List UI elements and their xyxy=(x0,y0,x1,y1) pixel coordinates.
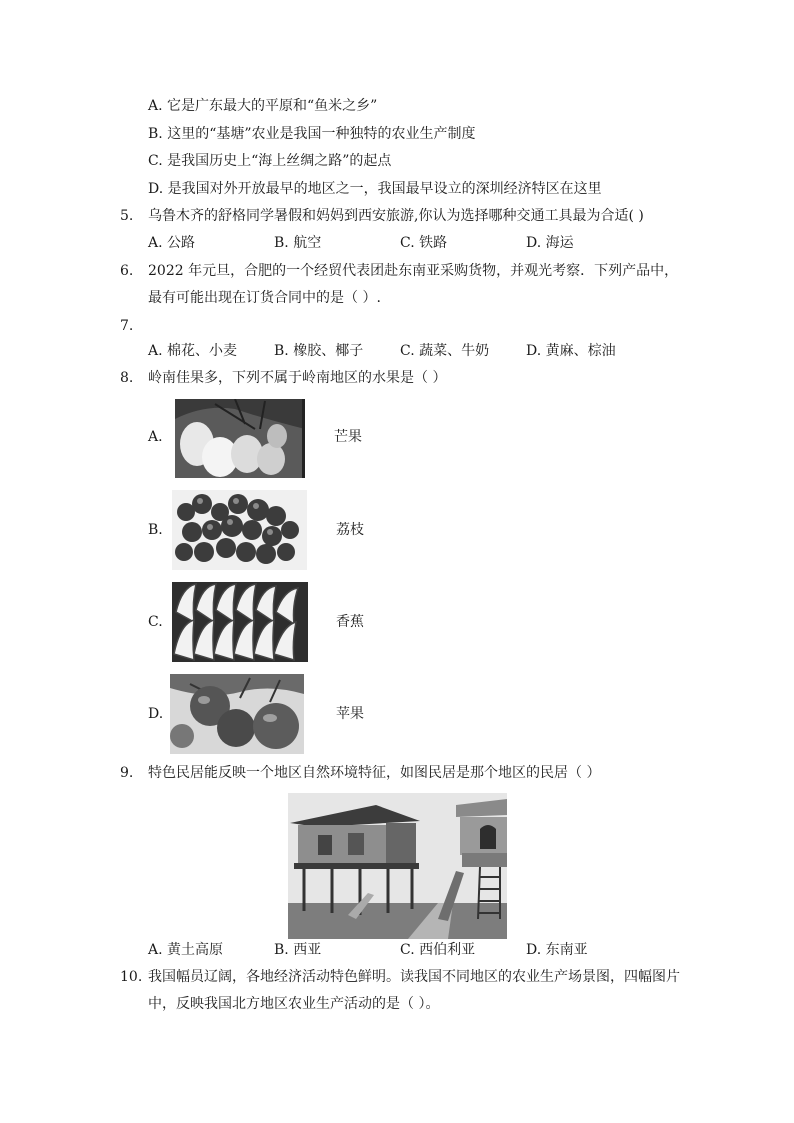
q8-option-b-name: 荔枝 xyxy=(336,522,364,538)
q7-option-a: A. 棉花、小麦 xyxy=(148,343,238,359)
q4-option-d: D. 是我国对外开放最早的地区之一，我国最早设立的深圳经济特区在这里 xyxy=(148,181,602,197)
q8-option-b-letter: B. xyxy=(148,522,163,538)
lychee-photo-icon xyxy=(172,490,307,570)
q5-option-b: B. 航空 xyxy=(274,235,322,251)
q10-stem-line2: 中，反映我国北方地区农业生产活动的是（ ）。 xyxy=(148,996,440,1012)
q8-stem: 岭南佳果多，下列不属于岭南地区的水果是（ ） xyxy=(148,370,447,386)
q8-option-d-name: 苹果 xyxy=(336,706,364,722)
q9-option-d: D. 东南亚 xyxy=(526,942,588,958)
q4-option-b: B. 这里的“基塘”农业是我国一种独特的农业生产制度 xyxy=(148,126,476,142)
q5-option-d: D. 海运 xyxy=(526,235,574,251)
q4-option-a: A. 它是广东最大的平原和“鱼米之乡” xyxy=(148,98,378,114)
q8-option-a-letter: A. xyxy=(148,429,163,445)
q5-number: 5. xyxy=(120,208,134,224)
mango-photo-icon xyxy=(175,399,305,478)
q5-stem: 乌鲁木齐的舒格同学暑假和妈妈到西安旅游,你认为选择哪种交通工具最为合适( ) xyxy=(148,208,644,224)
q7-number: 7. xyxy=(120,318,134,334)
q7-option-d: D. 黄麻、棕油 xyxy=(526,343,616,359)
q10-number: 10. xyxy=(120,969,143,985)
q9-option-b: B. 西亚 xyxy=(274,942,322,958)
q4-option-c: C. 是我国历史上“海上丝绸之路”的起点 xyxy=(148,153,392,169)
banana-photo-icon xyxy=(172,582,308,662)
q6-stem-line2: 最有可能出现在订货合同中的是（ ）. xyxy=(148,290,381,306)
stilt-house-photo-icon xyxy=(288,793,507,939)
q5-option-a: A. 公路 xyxy=(148,235,196,251)
q9-option-a: A. 黄土高原 xyxy=(148,942,224,958)
q6-stem-line1: 2022 年元旦，合肥的一个经贸代表团赴东南亚采购货物，并观光考察．下列产品中， xyxy=(148,263,679,279)
q9-option-c: C. 西伯利亚 xyxy=(400,942,476,958)
q9-stem: 特色民居能反映一个地区自然环境特征，如图民居是那个地区的民居（ ） xyxy=(148,765,601,781)
q5-option-c: C. 铁路 xyxy=(400,235,448,251)
q8-option-a-name: 芒果 xyxy=(334,429,362,445)
q8-option-c-name: 香蕉 xyxy=(336,614,364,630)
q8-option-d-letter: D. xyxy=(148,706,164,722)
q8-option-c-letter: C. xyxy=(148,614,163,630)
apple-photo-icon xyxy=(170,674,304,754)
q9-number: 9. xyxy=(120,765,134,781)
q6-number: 6. xyxy=(120,263,134,279)
q7-option-b: B. 橡胶、椰子 xyxy=(274,343,364,359)
q7-option-c: C. 蔬菜、牛奶 xyxy=(400,343,490,359)
q10-stem-line1: 我国幅员辽阔，各地经济活动特色鲜明。读我国不同地区的农业生产场景图，四幅图片 xyxy=(148,969,680,985)
q8-number: 8. xyxy=(120,370,134,386)
